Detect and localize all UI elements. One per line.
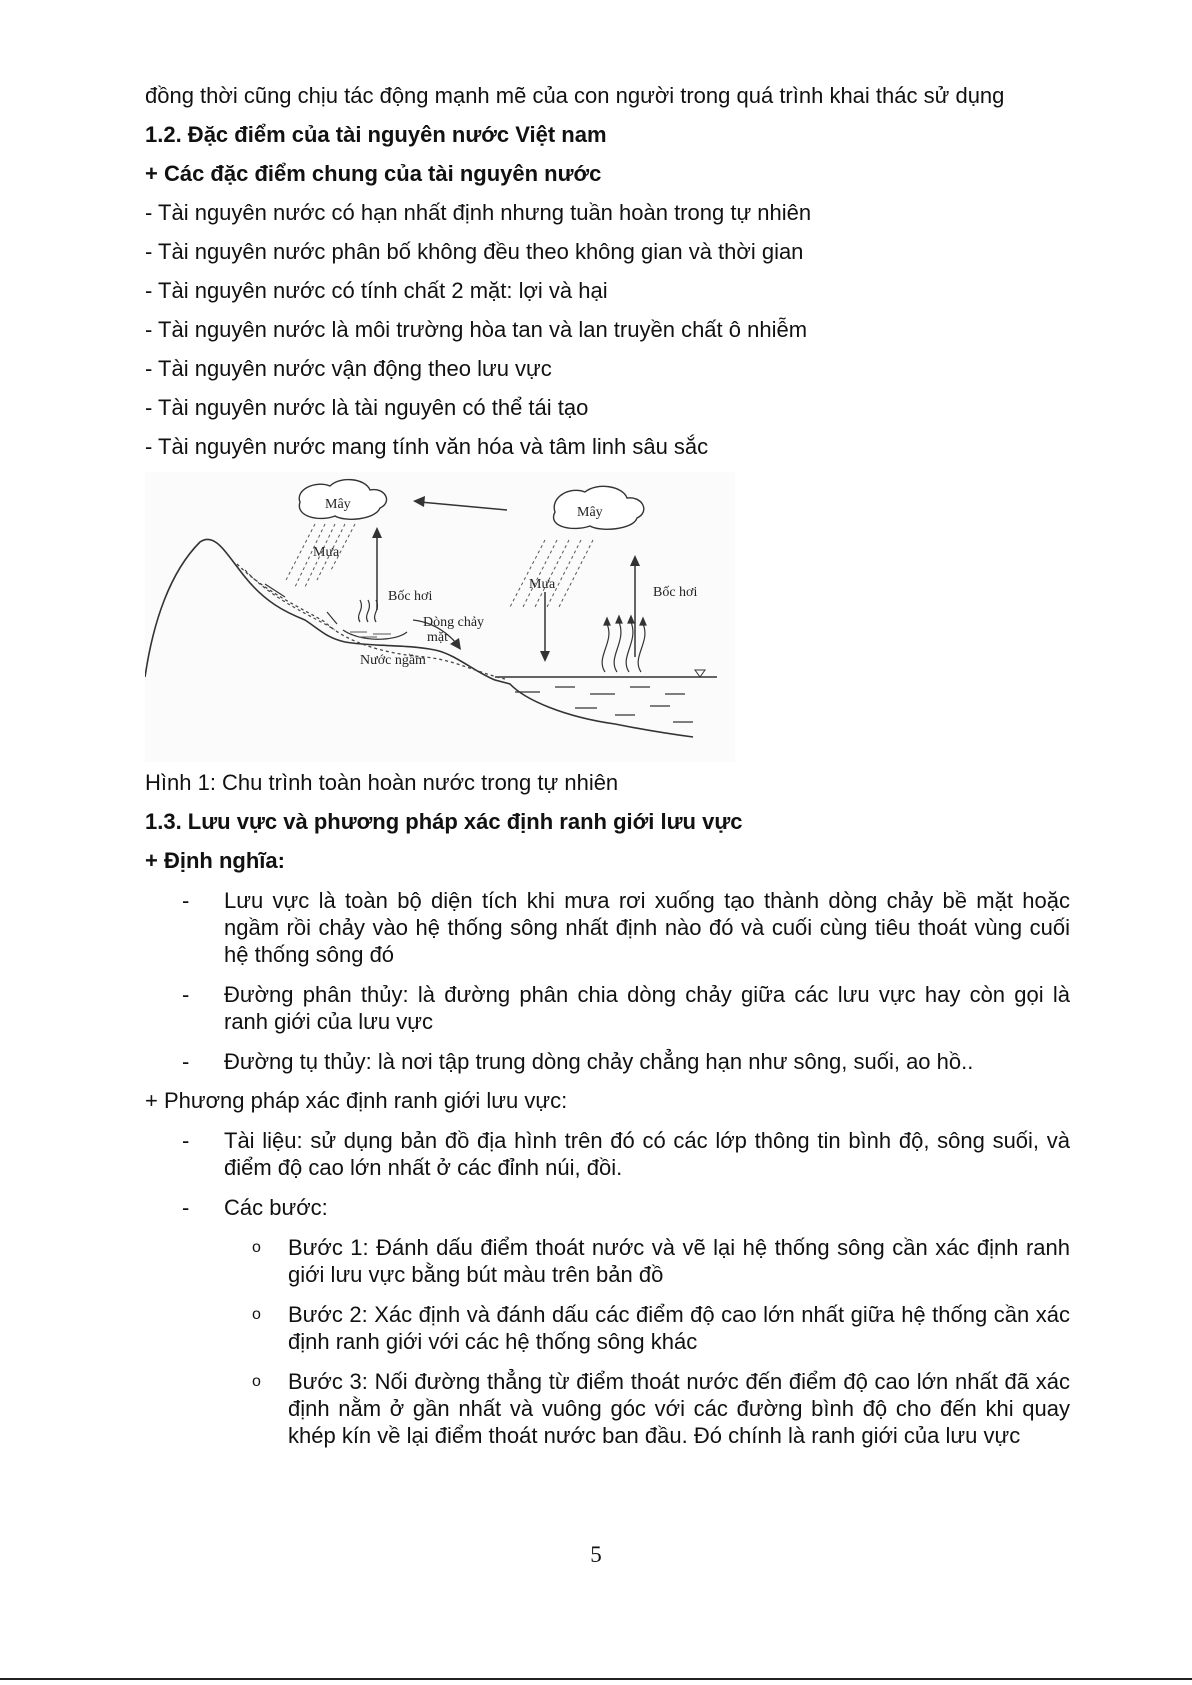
feature-item: - Tài nguyên nước có tính chất 2 mặt: lợi và hại — [145, 278, 608, 303]
cloud-right-label: Mây — [577, 505, 603, 520]
cloud-left-label: Mây — [325, 497, 351, 512]
water-cycle-diagram — [145, 472, 735, 762]
step-text: Bước 1: Đánh dấu điểm thoát nước và vẽ lại hệ thống sông cần xác định ranh giới lưu vực bằng bút màu trên bản đồ — [288, 1235, 1070, 1287]
feature-item: - Tài nguyên nước là tài nguyên có thể tái tạo — [145, 395, 589, 420]
method-text: Các bước: — [224, 1195, 328, 1220]
section-1-2-heading: 1.2. Đặc điểm của tài nguyên nước Việt nam — [145, 122, 607, 147]
feature-item: - Tài nguyên nước phân bố không đều theo không gian và thời gian — [145, 239, 804, 264]
water-cycle-figure — [145, 472, 735, 762]
method-item — [145, 1194, 1070, 1221]
step-item — [145, 1301, 1070, 1355]
dash-marker: - — [182, 1128, 190, 1153]
circle-bullet: o — [252, 1373, 261, 1390]
rain-left-label: Mưa — [313, 545, 340, 560]
runoff-label-1: Dòng chảy — [423, 615, 485, 630]
feature-item: - Tài nguyên nước vận động theo lưu vực — [145, 356, 552, 381]
definition-text: Đường phân thủy: là đường phân chia dòng chảy giữa các lưu vực hay còn gọi là ranh giới của lưu vực — [224, 982, 1070, 1034]
step-text: Bước 2: Xác định và đánh dấu các điểm độ cao lớn nhất giữa hệ thống cần xác định ranh giới với các hệ thống sông khác — [288, 1302, 1070, 1354]
intro-paragraph: đồng thời cũng chịu tác động mạnh mẽ của con người trong quá trình khai thác sử dụng — [145, 83, 1005, 108]
feature-item: - Tài nguyên nước có hạn nhất định nhưng tuần hoàn trong tự nhiên — [145, 200, 812, 225]
method-text: Tài liệu: sử dụng bản đồ địa hình trên đó có các lớp thông tin bình độ, sông suối, và điểm độ cao lớn nhất ở các đỉnh núi, đồi. — [224, 1128, 1070, 1180]
definition-text: Đường tụ thủy: là nơi tập trung dòng chảy chẳng hạn như sông, suối, ao hồ.. — [224, 1049, 974, 1074]
runoff-label-2: mặt — [427, 630, 448, 645]
step-item — [145, 1368, 1070, 1449]
section-1-2-subheading: + Các đặc điểm chung của tài nguyên nước — [145, 161, 602, 186]
dash-marker: - — [182, 888, 190, 913]
circle-bullet: o — [252, 1306, 261, 1323]
definition-item — [145, 1048, 1070, 1075]
circle-bullet: o — [252, 1239, 261, 1256]
page-number: 5 — [590, 1542, 602, 1567]
dash-marker: - — [182, 1195, 190, 1220]
step-text: Bước 3: Nối đường thẳng từ điểm thoát nước đến điểm độ cao lớn nhất đã xác định nằm ở gần nhất và vuông góc với các đường bình độ cho đến khi quay khép kín về lại điểm thoát nước ban đầu. Đó chính là ranh giới của lưu vực — [288, 1369, 1070, 1448]
page-content — [145, 82, 1070, 1449]
evap-right-label: Bốc hơi — [653, 585, 698, 600]
dash-marker: - — [182, 982, 190, 1007]
definition-text: Lưu vực là toàn bộ diện tích khi mưa rơi xuống tạo thành dòng chảy bề mặt hoặc ngầm rồi chảy vào hệ thống sông nhất định nào đó và cuối cùng tiêu thoát vùng cuối hệ thống sông đó — [224, 888, 1070, 967]
rain-right-label: Mưa — [529, 577, 556, 592]
method-heading: + Phương pháp xác định ranh giới lưu vực: — [145, 1088, 568, 1113]
figure-caption: Hình 1: Chu trình toàn hoàn nước trong tự nhiên — [145, 770, 619, 795]
section-1-3-heading: 1.3. Lưu vực và phương pháp xác định ranh giới lưu vực — [145, 809, 743, 834]
method-item — [145, 1127, 1070, 1181]
page-bottom-border — [0, 1672, 1192, 1685]
definition-heading: + Định nghĩa: — [145, 848, 285, 873]
evap-left-label: Bốc hơi — [388, 589, 433, 604]
definition-item — [145, 981, 1070, 1035]
step-item — [145, 1234, 1070, 1288]
feature-item: - Tài nguyên nước là môi trường hòa tan và lan truyền chất ô nhiễm — [145, 317, 808, 342]
feature-item: - Tài nguyên nước mang tính văn hóa và tâm linh sâu sắc — [145, 434, 709, 459]
dash-marker: - — [182, 1049, 190, 1074]
groundwater-label: Nước ngầm — [360, 653, 426, 668]
definition-item — [145, 887, 1070, 968]
